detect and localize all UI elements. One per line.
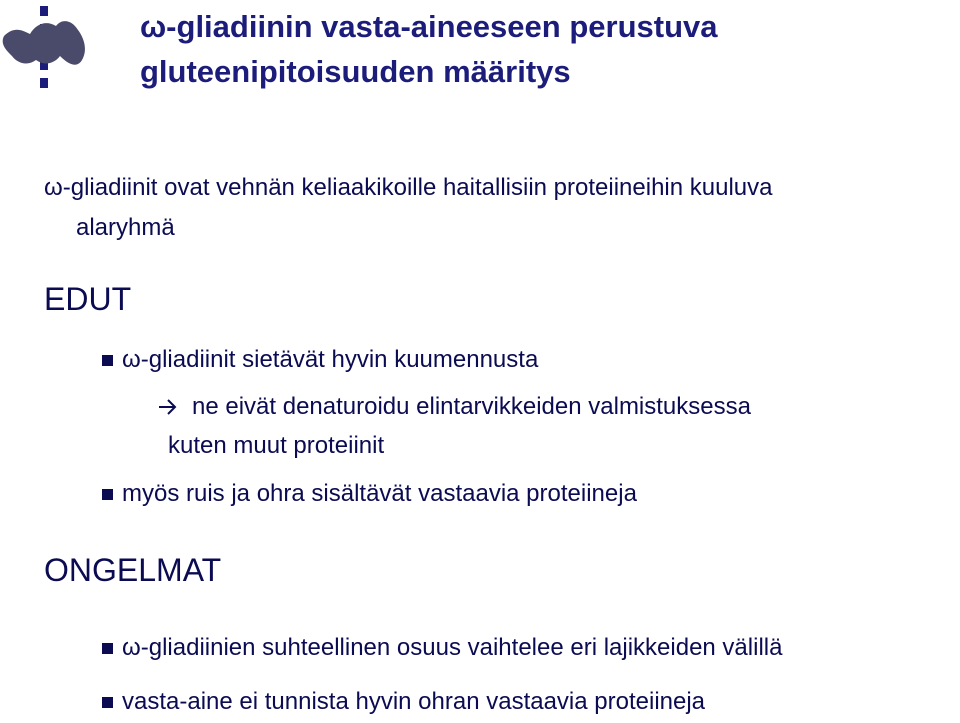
university-logo-icon — [0, 0, 95, 100]
logo-lion-shape — [3, 21, 85, 65]
edut-heading: EDUT — [44, 281, 132, 317]
arrow-path — [159, 400, 175, 414]
edut-bullet-1-text: ω-gliadiinit sietävät hyvin kuumennusta — [122, 346, 539, 373]
arrow-right-icon — [158, 398, 178, 416]
logo-graphic — [0, 0, 95, 100]
intro-line-2: alaryhmä — [76, 214, 175, 241]
square-bullet-icon — [102, 643, 113, 654]
intro-line-1: ω-gliadiinit ovat vehnän keliaakikoille haitallisiin proteiineihin kuuluva — [44, 174, 773, 201]
edut-bullet-2 — [102, 480, 637, 508]
title-line-2: gluteenipitoisuuden määritys — [140, 54, 571, 89]
logo-mark-1 — [40, 6, 48, 16]
logo-mark-4 — [40, 78, 48, 88]
ongelmat-bullet-2-text: vasta-aine ei tunnista hyvin ohran vastaavia proteiineja — [122, 688, 706, 715]
square-bullet-icon — [102, 697, 113, 708]
edut-bullet-1 — [102, 346, 538, 374]
ongelmat-bullet-2 — [102, 688, 705, 716]
ongelmat-heading: ONGELMAT — [44, 552, 222, 588]
edut-sub-bullet — [158, 393, 751, 421]
square-bullet-icon — [102, 489, 113, 500]
edut-sub-line-2: kuten muut proteiinit — [168, 432, 385, 459]
square-bullet-icon — [102, 355, 113, 366]
page-title — [140, 4, 955, 94]
ongelmat-bullet-1-text: ω-gliadiinien suhteellinen osuus vaihtelee eri lajikkeiden välillä — [122, 634, 783, 661]
ongelmat-bullet-1 — [102, 634, 782, 662]
title-line-1: ω-gliadiinin vasta-aineeseen perustuva — [140, 9, 718, 44]
edut-bullet-2-text: myös ruis ja ohra sisältävät vastaavia proteiineja — [122, 480, 637, 507]
edut-sub-line-1: ne eivät denaturoidu elintarvikkeiden valmistuksessa — [192, 393, 751, 420]
